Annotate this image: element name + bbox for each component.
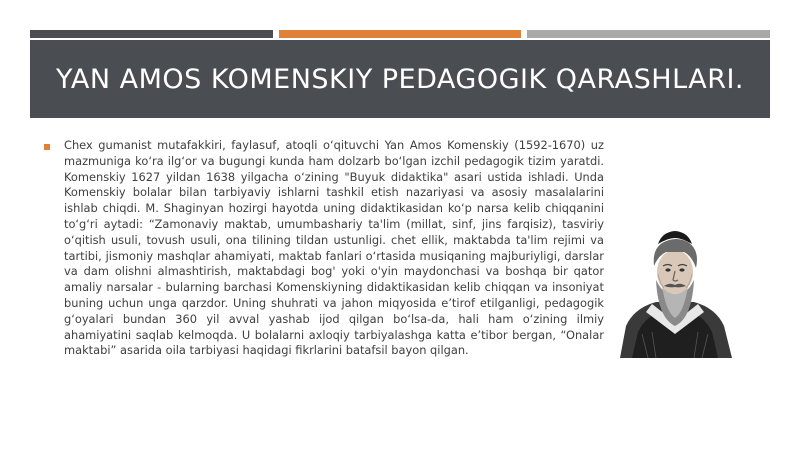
- body-paragraph: Chex gumanist mutafakkiri, faylasuf, atoqli o‘qituvchi Yan Amos Komenskiy (1592-1670) uz mazmuniga ko‘ra ilg‘or va bugungi kunda ham dolzarb bo‘lgan izchil pedagogik tizim yaratdi. Komenskiy 1627 yildan 1638 yilgacha o‘zining "Buyuk didaktika" asari ustida ishladi. Unda Komenskiy bolalar bilan tarbiyaviy ishlarni tashkil etish nazariyasi va asosiy masalalarini ishlab chiqdi. M. Shaginyan hozirgi hayotda uning didaktikasidan ko‘p narsa kelib chiqqanini to‘g‘ri aytadi: “Zamonaviy maktab, umumbashariy ta'lim (millat, sinf, jins farqisiz), tasviriy o‘qitish usuli, tovush usuli, ona tilining tildan ustunligi. chet ellik, maktabda ta'lim rejimi va tartibi, jismoniy mashqlar ahamiyati, maktab fanlari o‘rtasida musiqaning majburiyligi, darslar va dam olishni almashtirish, maktabdagi bog' yoki o'yin maydonchasi va boshqa bir qator amaliy narsalar - bularning barchasi Komenskiyning didaktikasidan kelib chiqqan va insoniyat buning uchun unga qarzdor. Uning shuhrati va jahon miqyosida e’tirof etilganligi, pedagogik g‘oyalari bundan 360 yil avval yashab ijod qilgan bo‘lsa-da, hali ham o‘zining ilmiy ahamiyatini saqlab kelmoqda. U bolalarni axloqiy tarbiyalashga katta e’tibor bergan, “Onalar maktabi” asarida oila tarbiyasi haqidagi fikrlarini batafsil bayon qilgan.: [64, 138, 604, 358]
- portrait-engraving: [612, 222, 738, 358]
- accent-bar-right: [527, 30, 770, 38]
- content-area: [44, 138, 604, 359]
- slide-title: YAN AMOS KOMENSKIY PEDAGOGIK QARASHLARI.: [55, 63, 745, 95]
- square-bullet-icon: [44, 144, 50, 150]
- accent-bar-left: [30, 30, 273, 38]
- title-band: [30, 40, 770, 118]
- accent-bars: [30, 30, 770, 38]
- accent-bar-middle: [279, 30, 522, 38]
